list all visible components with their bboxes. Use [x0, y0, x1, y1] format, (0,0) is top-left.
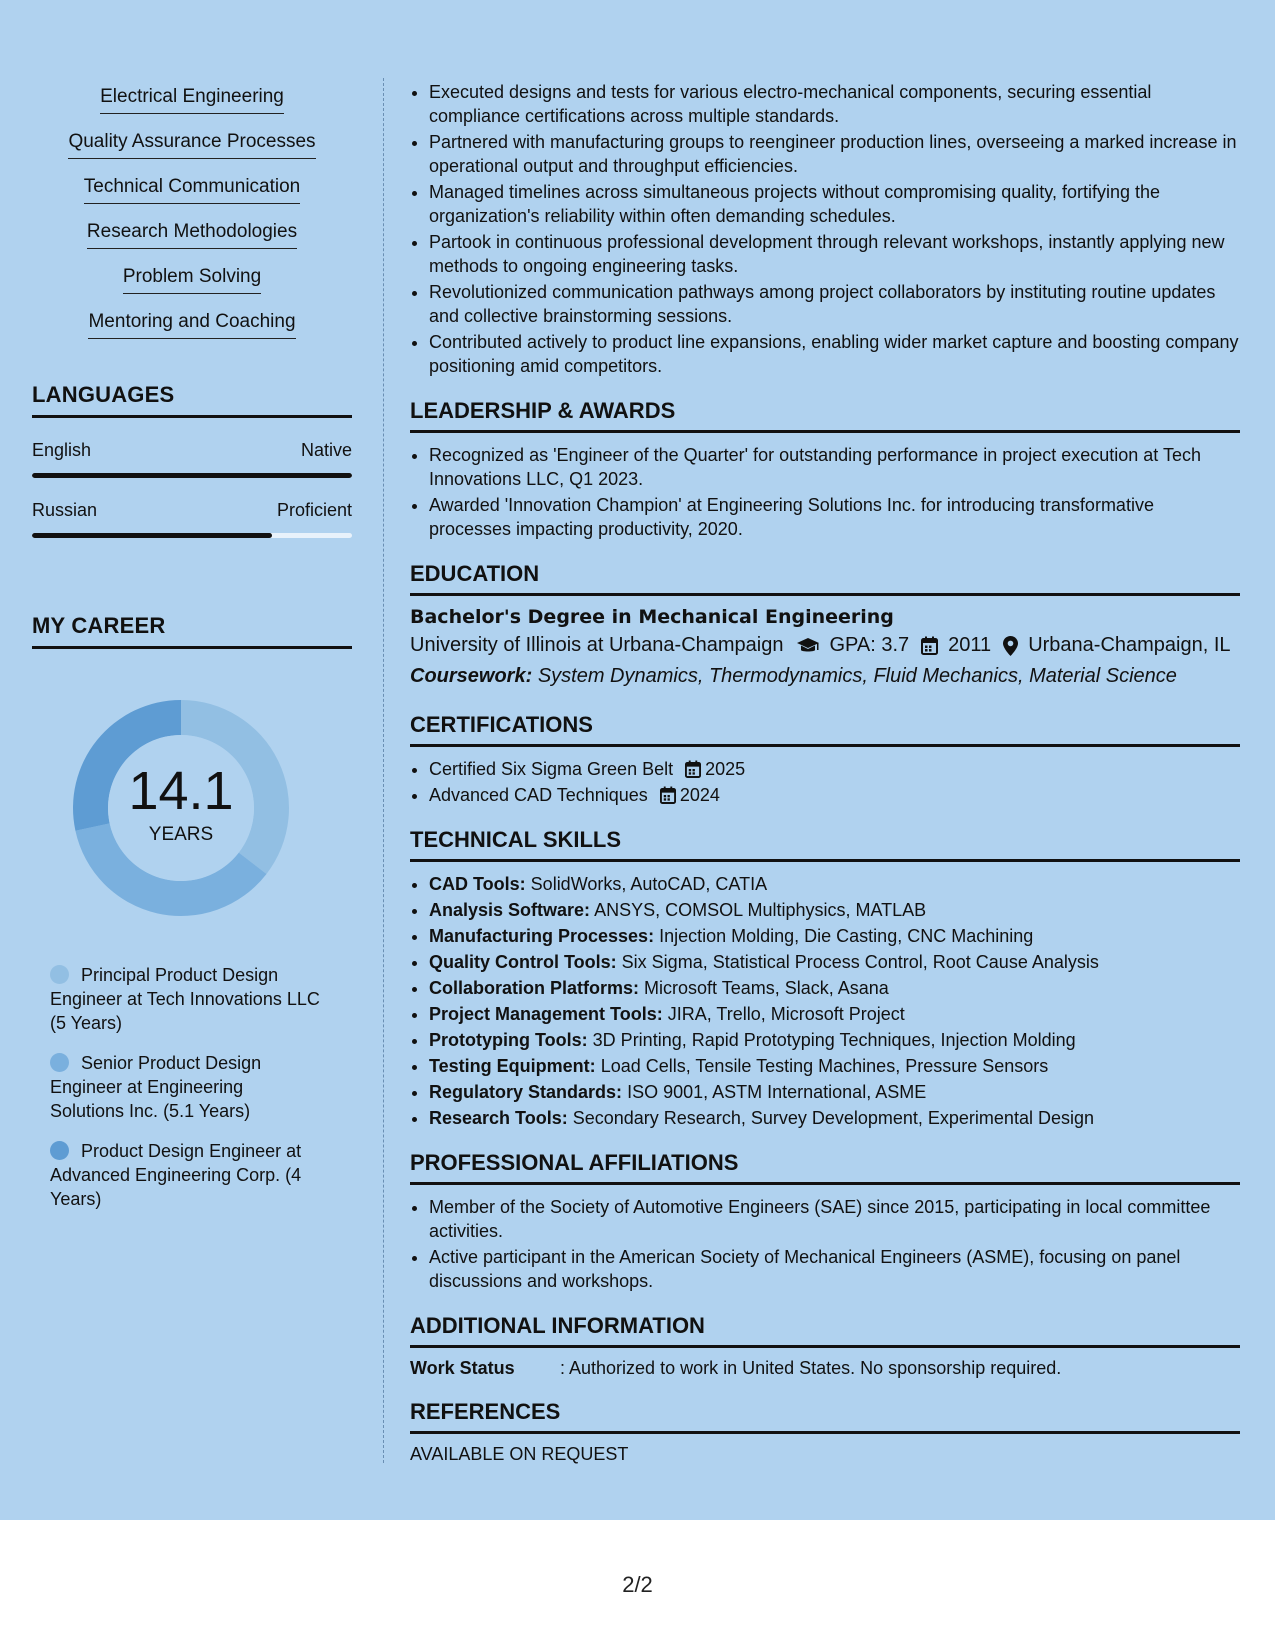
- language-level: Proficient: [276, 500, 352, 520]
- career-total-years: 14.1: [128, 761, 234, 821]
- experience-bullet: • Contributed actively to product line expansions, enabling wider market capture and boosting company positioning amid competitors.: [429, 330, 1240, 378]
- skill-values: ANSYS, COMSOL Multiphysics, MATLAB: [594, 900, 927, 920]
- skill-category: Collaboration Platforms:: [429, 978, 640, 998]
- left-column: [32, 70, 352, 1227]
- certifications-heading: CERTIFICATIONS: [410, 712, 1240, 747]
- career-role: [50, 1139, 320, 1211]
- legend-dot: [50, 1141, 69, 1160]
- language-russian: [32, 500, 352, 538]
- degree-title: Bachelor's Degree in Mechanical Engineering: [410, 606, 894, 628]
- language-english: [32, 440, 352, 478]
- language-level: Native: [300, 440, 352, 460]
- coursework: [410, 665, 1240, 688]
- skill-values: Microsoft Teams, Slack, Asana: [644, 978, 889, 998]
- leadership-heading: LEADERSHIP & AWARDS: [410, 398, 1240, 433]
- coursework-label: Coursework:: [410, 665, 533, 687]
- technical-skill-item: [429, 924, 1240, 948]
- calendar-icon: [685, 760, 701, 778]
- skill-category: Manufacturing Processes:: [429, 926, 655, 946]
- certification-item: [429, 757, 1240, 781]
- skill-tag: Mentoring and Coaching: [88, 311, 295, 339]
- legend-dot: [50, 1053, 69, 1072]
- page-number: 2/2: [622, 1572, 653, 1597]
- experience-bullet: • Managed timelines across simultaneous projects without compromising quality, fortifying the organization's reliability within often demanding schedules.: [429, 180, 1240, 228]
- technical-skills-list: [410, 872, 1240, 1130]
- language-bar-fill: [32, 533, 272, 538]
- certification-name: • Certified Six Sigma Green Belt: [429, 759, 674, 779]
- skill-values: JIRA, Trello, Microsoft Project: [667, 1004, 905, 1024]
- skill-tag: Research Methodologies: [87, 221, 297, 249]
- skill-tag: Electrical Engineering: [100, 86, 284, 114]
- skill-values: ISO 9001, ASTM International, ASME: [627, 1082, 927, 1102]
- certification-name: • Advanced CAD Techniques: [429, 785, 648, 805]
- technical-skill-item: [429, 1002, 1240, 1026]
- skill-category: Quality Control Tools:: [429, 952, 617, 972]
- location-pin-icon: [1003, 636, 1018, 656]
- languages-heading: LANGUAGES: [32, 382, 352, 418]
- language-name: Russian: [32, 500, 98, 520]
- skill-category: Research Tools:: [429, 1108, 568, 1128]
- skill-values: Load Cells, Tensile Testing Machines, Pressure Sensors: [600, 1056, 1049, 1076]
- legend-dot: [50, 965, 69, 984]
- leadership-item: • Awarded 'Innovation Champion' at Engineering Solutions Inc. for introducing transformative processes impacting productivity, 2020.: [429, 493, 1240, 541]
- career-legend: [50, 963, 320, 1211]
- skill-category: Regulatory Standards:: [429, 1082, 623, 1102]
- additional-info-heading: ADDITIONAL INFORMATION: [410, 1313, 1240, 1348]
- work-status: [410, 1358, 1240, 1379]
- career-donut-chart: [66, 693, 296, 923]
- skill-values: Secondary Research, Survey Development, Experimental Design: [572, 1108, 1094, 1128]
- references-heading: REFERENCES: [410, 1399, 1240, 1434]
- coursework-value: System Dynamics, Thermodynamics, Fluid Mechanics, Material Science: [537, 665, 1177, 687]
- certification-year: 2024: [679, 785, 720, 805]
- technical-skill-item: [429, 1028, 1240, 1052]
- technical-skill-item: [429, 872, 1240, 896]
- affiliation-item: • Active participant in the American Society of Mechanical Engineers (ASME), focusing on panel discussions and workshops.: [429, 1245, 1240, 1293]
- experience-bullets: [410, 80, 1240, 378]
- gpa: GPA: 3.7: [829, 634, 910, 656]
- career-heading: MY CAREER: [32, 613, 352, 649]
- affiliations-heading: PROFESSIONAL AFFILIATIONS: [410, 1150, 1240, 1185]
- skill-values: 3D Printing, Rapid Prototyping Techniques, Injection Molding: [592, 1030, 1076, 1050]
- skill-category: CAD Tools:: [429, 874, 526, 894]
- right-column: [410, 80, 1240, 1465]
- calendar-icon: [921, 636, 938, 655]
- language-bar-fill: [32, 473, 352, 478]
- school-name: University of Illinois at Urbana-Champaign: [410, 634, 784, 656]
- certification-year: 2025: [705, 759, 746, 779]
- technical-skill-item: [429, 1080, 1240, 1104]
- career-role-label: Senior Product Design Engineer at Engineering Solutions Inc. (5.1 Years): [50, 1053, 262, 1121]
- work-status-label: Work Status: [410, 1358, 515, 1378]
- language-name: English: [32, 440, 92, 460]
- experience-bullet: • Executed designs and tests for various electro-mechanical components, securing essential compliance certifications across multiple standards.: [429, 80, 1240, 128]
- career-years-unit: YEARS: [148, 824, 214, 845]
- skill-tag: Quality Assurance Processes: [68, 131, 315, 159]
- leadership-item: • Recognized as 'Engineer of the Quarter' for outstanding performance in project execution at Tech Innovations LLC, Q1 2023.: [429, 443, 1240, 491]
- skill-values: Injection Molding, Die Casting, CNC Machining: [659, 926, 1034, 946]
- skill-category: Project Management Tools:: [429, 1004, 663, 1024]
- career-role-label: Product Design Engineer at Advanced Engineering Corp. (4 Years): [50, 1141, 302, 1209]
- leadership-list: [410, 443, 1240, 541]
- experience-bullet: • Revolutionized communication pathways among project collaborators by instituting routine updates and collective brainstorming sessions.: [429, 280, 1240, 328]
- education-details: [410, 634, 1240, 657]
- skill-values: SolidWorks, AutoCAD, CATIA: [530, 874, 768, 894]
- skill-category: Analysis Software:: [429, 900, 591, 920]
- education-heading: EDUCATION: [410, 561, 1240, 596]
- technical-skill-item: [429, 976, 1240, 1000]
- technical-skill-item: [429, 950, 1240, 974]
- column-divider: [383, 78, 384, 1463]
- graduation-cap-icon: [796, 637, 820, 655]
- experience-bullet: • Partook in continuous professional development through relevant workshops, instantly applying new methods to ongoing engineering tasks.: [429, 230, 1240, 278]
- certifications-list: [410, 757, 1240, 807]
- references-text: AVAILABLE ON REQUEST: [410, 1444, 629, 1464]
- language-bar: [32, 533, 352, 538]
- experience-bullet: • Partnered with manufacturing groups to reengineer production lines, overseeing a marked increase in operational output and throughput efficiencies.: [429, 130, 1240, 178]
- skill-values: Six Sigma, Statistical Process Control, Root Cause Analysis: [621, 952, 1099, 972]
- affiliation-item: • Member of the Society of Automotive Engineers (SAE) since 2015, participating in local committee activities.: [429, 1195, 1240, 1243]
- skill-category: Prototyping Tools:: [429, 1030, 588, 1050]
- calendar-icon: [660, 786, 676, 804]
- school-location: Urbana-Champaign, IL: [1028, 634, 1231, 656]
- affiliations-list: [410, 1195, 1240, 1293]
- work-status-value: : Authorized to work in United States. No sponsorship required.: [560, 1358, 1062, 1378]
- certification-item: [429, 783, 1240, 807]
- skill-tag: Technical Communication: [84, 176, 301, 204]
- career-role: [50, 1051, 320, 1123]
- technical-skills-heading: TECHNICAL SKILLS: [410, 827, 1240, 862]
- graduation-year: 2011: [948, 634, 992, 656]
- skill-category: Testing Equipment:: [429, 1056, 596, 1076]
- technical-skill-item: [429, 1054, 1240, 1078]
- skills-list: [32, 86, 352, 356]
- technical-skill-item: [429, 1106, 1240, 1130]
- skill-tag: Problem Solving: [123, 266, 261, 294]
- language-bar: [32, 473, 352, 478]
- career-role: [50, 963, 320, 1035]
- career-role-label: Principal Product Design Engineer at Tech Innovations LLC (5 Years): [50, 965, 320, 1033]
- technical-skill-item: [429, 898, 1240, 922]
